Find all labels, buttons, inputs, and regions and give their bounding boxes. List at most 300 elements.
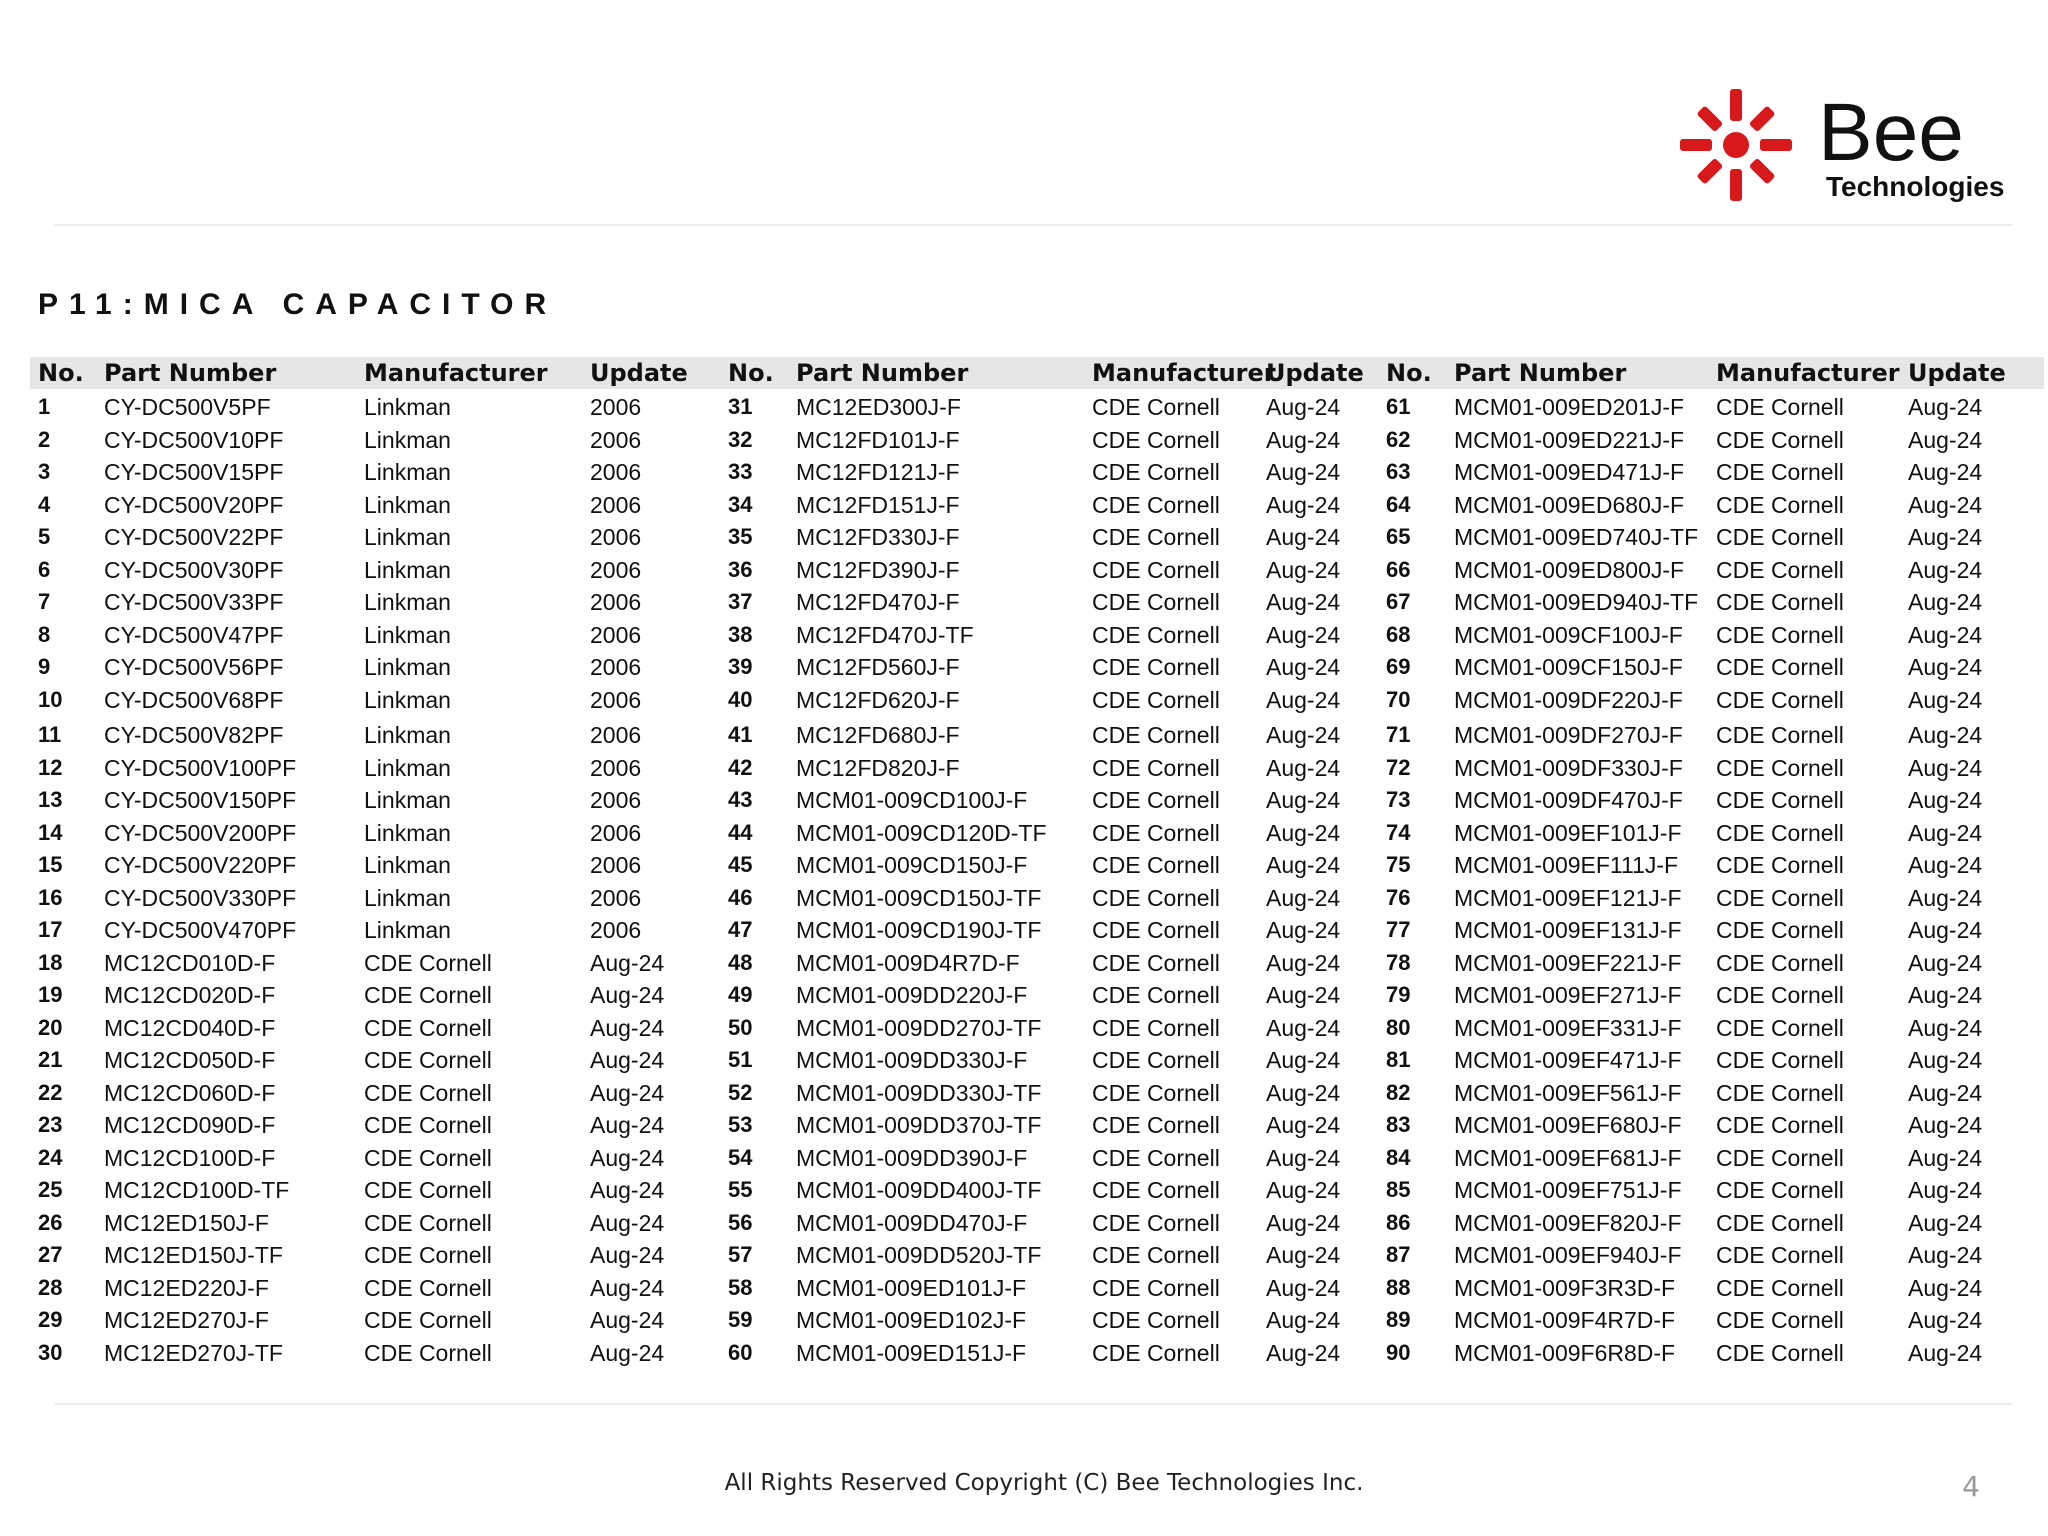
part-number: MC12CD010D-F (104, 949, 276, 976)
manufacturer: Linkman (364, 787, 451, 813)
row-number: 49 (728, 982, 753, 1007)
update-date: 2006 (590, 426, 642, 453)
update-date: Aug-24 (1908, 654, 1983, 680)
row-number: 1 (38, 394, 51, 419)
part-number: MCM01-009ED201J-F (1454, 394, 1685, 420)
update-date: Aug-24 (590, 1014, 665, 1041)
part-number: MC12FD560J-F (796, 654, 960, 680)
manufacturer: CDE Cornell (1092, 819, 1220, 846)
manufacturer: CDE Cornell (1092, 491, 1220, 518)
manufacturer: CDE Cornell (364, 1274, 492, 1301)
update-date: 2006 (590, 722, 642, 748)
update-date: Aug-24 (1908, 1177, 1983, 1203)
update-date: Aug-24 (1266, 852, 1341, 878)
manufacturer: Linkman (364, 556, 451, 583)
update-date: Aug-24 (590, 1079, 665, 1106)
row-number: 81 (1386, 1047, 1411, 1072)
manufacturer: CDE Cornell (1716, 722, 1844, 748)
manufacturer: CDE Cornell (1092, 917, 1220, 943)
row-number: 4 (38, 491, 51, 517)
row-number: 3 (38, 459, 51, 484)
part-number: MCM01-009EF680J-F (1454, 1112, 1682, 1138)
part-number: MCM01-009ED680J-F (1454, 491, 1685, 518)
manufacturer: CDE Cornell (1716, 1144, 1844, 1171)
update-date: Aug-24 (590, 982, 665, 1008)
manufacturer: CDE Cornell (364, 1177, 492, 1203)
part-number: MCM01-009EF221J-F (1454, 949, 1682, 976)
row-number: 24 (38, 1144, 63, 1170)
part-number: MC12CD090D-F (104, 1112, 276, 1138)
manufacturer: CDE Cornell (1716, 524, 1844, 550)
update-date: Aug-24 (1266, 787, 1341, 813)
manufacturer: CDE Cornell (1092, 1307, 1220, 1333)
manufacturer: CDE Cornell (1716, 1339, 1844, 1366)
update-date: Aug-24 (1908, 787, 1983, 813)
update-date: Aug-24 (1908, 982, 1983, 1008)
row-number: 30 (38, 1339, 63, 1365)
part-number: MC12CD040D-F (104, 1014, 276, 1041)
header-no: No. (728, 359, 774, 387)
part-number: MCM01-009CD150J-TF (796, 884, 1042, 911)
update-date: 2006 (590, 787, 642, 813)
update-date: Aug-24 (1908, 754, 1983, 781)
update-date: Aug-24 (1908, 1209, 1983, 1236)
manufacturer: CDE Cornell (1092, 1079, 1220, 1106)
update-date: Aug-24 (1266, 1307, 1341, 1333)
update-date: Aug-24 (1908, 852, 1983, 878)
part-number: MCM01-009CD150J-F (796, 852, 1028, 878)
manufacturer: CDE Cornell (364, 982, 492, 1008)
update-date: Aug-24 (590, 1242, 665, 1268)
part-number: MCM01-009F3R3D-F (1454, 1274, 1676, 1301)
manufacturer: Linkman (364, 621, 451, 648)
row-number: 86 (1386, 1209, 1411, 1235)
update-date: Aug-24 (1908, 589, 1983, 615)
part-number: CY-DC500V200PF (104, 819, 297, 846)
manufacturer: CDE Cornell (1092, 426, 1220, 453)
update-date: Aug-24 (1266, 1339, 1341, 1366)
part-number: CY-DC500V20PF (104, 491, 284, 518)
manufacturer: CDE Cornell (1092, 621, 1220, 648)
update-date: Aug-24 (1908, 917, 1983, 943)
update-date: Aug-24 (1266, 722, 1341, 748)
bee-technologies-logo (1668, 80, 2028, 210)
header-part-number: Part Number (796, 359, 969, 387)
row-number: 42 (728, 754, 753, 780)
manufacturer: CDE Cornell (1092, 754, 1220, 781)
update-date: Aug-24 (1266, 1177, 1341, 1203)
row-number: 13 (38, 787, 63, 812)
row-number: 7 (38, 589, 51, 614)
row-number: 55 (728, 1177, 753, 1202)
update-date: 2006 (590, 459, 642, 485)
manufacturer: CDE Cornell (1092, 1047, 1220, 1073)
row-number: 44 (728, 819, 753, 845)
manufacturer: CDE Cornell (364, 1047, 492, 1073)
row-number: 23 (38, 1112, 63, 1137)
header-manufacturer: Manufacturer (1716, 359, 1900, 387)
part-number: CY-DC500V10PF (104, 426, 284, 453)
part-number: MCM01-009DD390J-F (796, 1144, 1028, 1171)
row-number: 64 (1386, 491, 1411, 517)
part-number: MC12ED270J-TF (104, 1339, 283, 1366)
update-date: Aug-24 (1908, 1014, 1983, 1041)
row-number: 2 (38, 426, 51, 452)
logo-word: Bee (1818, 87, 1964, 178)
update-date: Aug-24 (1266, 556, 1341, 583)
update-date: Aug-24 (590, 1047, 665, 1073)
manufacturer: CDE Cornell (1092, 524, 1220, 550)
update-date: Aug-24 (1908, 394, 1983, 420)
manufacturer: CDE Cornell (1716, 459, 1844, 485)
manufacturer: CDE Cornell (1716, 884, 1844, 911)
header-update: Update (590, 359, 688, 387)
manufacturer: CDE Cornell (1092, 1144, 1220, 1171)
row-number: 88 (1386, 1274, 1411, 1300)
update-date: Aug-24 (1266, 524, 1341, 550)
header-update: Update (1908, 359, 2006, 387)
part-number: MCM01-009DF330J-F (1454, 754, 1683, 781)
part-number: MC12FD151J-F (796, 491, 960, 518)
part-number: MCM01-009ED800J-F (1454, 556, 1685, 583)
row-number: 47 (728, 917, 753, 942)
part-number: MC12FD620J-F (796, 686, 960, 713)
update-date: Aug-24 (1908, 1274, 1983, 1301)
part-number: CY-DC500V30PF (104, 556, 284, 583)
part-number: CY-DC500V47PF (104, 621, 284, 648)
update-date: Aug-24 (590, 1177, 665, 1203)
update-date: Aug-24 (1266, 1112, 1341, 1138)
update-date: 2006 (590, 654, 642, 680)
update-date: 2006 (590, 852, 642, 878)
manufacturer: CDE Cornell (1092, 654, 1220, 680)
manufacturer: CDE Cornell (364, 1339, 492, 1366)
row-number: 90 (1386, 1339, 1411, 1365)
row-number: 32 (728, 426, 753, 452)
part-number: MC12ED150J-TF (104, 1242, 283, 1268)
manufacturer: CDE Cornell (364, 1079, 492, 1106)
update-date: Aug-24 (1908, 1307, 1983, 1333)
manufacturer: CDE Cornell (1716, 426, 1844, 453)
manufacturer: CDE Cornell (1092, 686, 1220, 713)
row-number: 61 (1386, 394, 1411, 419)
part-number: CY-DC500V330PF (104, 884, 297, 911)
part-number: MCM01-009ED740J-TF (1454, 524, 1699, 550)
part-number: MC12CD020D-F (104, 982, 276, 1008)
row-number: 15 (38, 852, 63, 877)
update-date: Aug-24 (1266, 426, 1341, 453)
part-number: MCM01-009ED151J-F (796, 1339, 1027, 1366)
row-number: 69 (1386, 654, 1411, 679)
manufacturer: CDE Cornell (1716, 491, 1844, 518)
update-date: Aug-24 (1908, 426, 1983, 453)
manufacturer: CDE Cornell (364, 1307, 492, 1333)
part-number: MC12ED270J-F (104, 1307, 269, 1333)
part-number: MC12FD101J-F (796, 426, 960, 453)
update-date: Aug-24 (1908, 1112, 1983, 1138)
update-date: Aug-24 (1266, 686, 1341, 713)
row-number: 62 (1386, 426, 1411, 452)
manufacturer: CDE Cornell (1092, 1242, 1220, 1268)
row-number: 43 (728, 787, 753, 812)
manufacturer: CDE Cornell (1092, 1177, 1220, 1203)
update-date: Aug-24 (1266, 949, 1341, 976)
manufacturer: CDE Cornell (1092, 1014, 1220, 1041)
row-number: 48 (728, 949, 753, 975)
manufacturer: CDE Cornell (364, 1209, 492, 1236)
manufacturer: CDE Cornell (1092, 852, 1220, 878)
part-number: MCM01-009F6R8D-F (1454, 1339, 1676, 1366)
manufacturer: CDE Cornell (1716, 787, 1844, 813)
part-number: MCM01-009DD220J-F (796, 982, 1028, 1008)
update-date: Aug-24 (1908, 524, 1983, 550)
part-number: MCM01-009DF220J-F (1454, 686, 1683, 713)
part-number: CY-DC500V150PF (104, 787, 297, 813)
part-number: MC12CD100D-F (104, 1144, 276, 1171)
part-number: CY-DC500V100PF (104, 754, 297, 781)
update-date: Aug-24 (1266, 917, 1341, 943)
manufacturer: Linkman (364, 819, 451, 846)
part-number: MCM01-009DD370J-TF (796, 1112, 1042, 1138)
row-number: 56 (728, 1209, 753, 1235)
manufacturer: CDE Cornell (1716, 1242, 1844, 1268)
part-number: MCM01-009EF940J-F (1454, 1242, 1682, 1268)
row-number: 33 (728, 459, 753, 484)
row-number: 53 (728, 1112, 753, 1137)
manufacturer: CDE Cornell (1092, 394, 1220, 420)
manufacturer: CDE Cornell (364, 1112, 492, 1138)
manufacturer: CDE Cornell (1716, 819, 1844, 846)
part-number: CY-DC500V22PF (104, 524, 284, 550)
row-number: 27 (38, 1242, 63, 1267)
update-date: Aug-24 (1266, 459, 1341, 485)
update-date: Aug-24 (1908, 459, 1983, 485)
part-number: CY-DC500V470PF (104, 917, 297, 943)
row-number: 58 (728, 1274, 753, 1300)
update-date: Aug-24 (1266, 1014, 1341, 1041)
update-date: Aug-24 (1908, 621, 1983, 648)
part-number: MCM01-009F4R7D-F (1454, 1307, 1676, 1333)
row-number: 83 (1386, 1112, 1411, 1137)
manufacturer: CDE Cornell (1092, 949, 1220, 976)
update-date: Aug-24 (590, 1307, 665, 1333)
manufacturer: CDE Cornell (1092, 589, 1220, 615)
manufacturer: Linkman (364, 524, 451, 550)
update-date: 2006 (590, 884, 642, 911)
update-date: 2006 (590, 556, 642, 583)
manufacturer: CDE Cornell (1716, 1079, 1844, 1106)
part-number: MCM01-009EF271J-F (1454, 982, 1682, 1008)
part-number: MCM01-009DF270J-F (1454, 722, 1683, 748)
page-number: 4 (1962, 1470, 1980, 1503)
row-number: 79 (1386, 982, 1411, 1007)
manufacturer: Linkman (364, 852, 451, 878)
part-number: MCM01-009CD100J-F (796, 787, 1028, 813)
update-date: 2006 (590, 819, 642, 846)
update-date: Aug-24 (1266, 654, 1341, 680)
part-number: MCM01-009EF471J-F (1454, 1047, 1682, 1073)
logo-core-icon (1723, 132, 1749, 158)
header-no: No. (1386, 359, 1432, 387)
bee-logo-mark (1668, 80, 2028, 210)
part-number: MCM01-009EF111J-F (1454, 852, 1679, 878)
update-date: Aug-24 (1908, 1339, 1983, 1366)
row-number: 57 (728, 1242, 753, 1267)
update-date: Aug-24 (1908, 884, 1983, 911)
row-number: 28 (38, 1274, 63, 1300)
page-title: P11:MICA CAPACITOR (38, 288, 558, 321)
manufacturer: Linkman (364, 686, 451, 713)
manufacturer: Linkman (364, 459, 451, 485)
row-number: 6 (38, 556, 51, 582)
bottom-divider (54, 1403, 2012, 1405)
part-number: MCM01-009ED471J-F (1454, 459, 1685, 485)
row-number: 35 (728, 524, 753, 549)
part-number: MCM01-009DF470J-F (1454, 787, 1683, 813)
update-date: Aug-24 (1266, 1274, 1341, 1301)
manufacturer: CDE Cornell (1716, 1209, 1844, 1236)
row-number: 10 (38, 686, 63, 712)
row-number: 11 (38, 722, 62, 747)
update-date: 2006 (590, 754, 642, 781)
part-number: MCM01-009DD520J-TF (796, 1242, 1042, 1268)
row-number: 25 (38, 1177, 63, 1202)
row-number: 87 (1386, 1242, 1411, 1267)
part-number: MCM01-009ED221J-F (1454, 426, 1685, 453)
update-date: Aug-24 (1266, 1047, 1341, 1073)
update-date: Aug-24 (1266, 884, 1341, 911)
update-date: 2006 (590, 394, 642, 420)
manufacturer: CDE Cornell (364, 949, 492, 976)
update-date: 2006 (590, 917, 642, 943)
update-date: Aug-24 (1266, 1242, 1341, 1268)
part-number: MC12FD820J-F (796, 754, 960, 781)
update-date: Aug-24 (1266, 754, 1341, 781)
row-number: 22 (38, 1079, 63, 1105)
row-number: 45 (728, 852, 753, 877)
row-number: 46 (728, 884, 753, 910)
update-date: Aug-24 (590, 1339, 665, 1366)
update-date: Aug-24 (1908, 1144, 1983, 1171)
part-number: MC12FD121J-F (796, 459, 960, 485)
row-number: 12 (38, 754, 63, 780)
row-number: 41 (728, 722, 753, 747)
update-date: Aug-24 (1266, 982, 1341, 1008)
manufacturer: CDE Cornell (1716, 589, 1844, 615)
part-number: CY-DC500V56PF (104, 654, 284, 680)
row-number: 29 (38, 1307, 63, 1332)
part-number: MCM01-009EF121J-F (1454, 884, 1682, 911)
update-date: 2006 (590, 621, 642, 648)
manufacturer: CDE Cornell (1716, 556, 1844, 583)
part-number: MCM01-009ED101J-F (796, 1274, 1027, 1301)
manufacturer: CDE Cornell (1092, 1209, 1220, 1236)
manufacturer: CDE Cornell (1716, 1177, 1844, 1203)
row-number: 80 (1386, 1014, 1411, 1040)
row-number: 31 (728, 394, 753, 419)
manufacturer: CDE Cornell (1716, 949, 1844, 976)
update-date: Aug-24 (1908, 491, 1983, 518)
row-number: 39 (728, 654, 753, 679)
row-number: 9 (38, 654, 51, 679)
row-number: 82 (1386, 1079, 1411, 1105)
row-number: 89 (1386, 1307, 1411, 1332)
row-number: 76 (1386, 884, 1411, 910)
update-date: Aug-24 (1266, 589, 1341, 615)
row-number: 38 (728, 621, 753, 647)
manufacturer: CDE Cornell (1092, 982, 1220, 1008)
manufacturer: CDE Cornell (1716, 917, 1844, 943)
manufacturer: CDE Cornell (1716, 1112, 1844, 1138)
manufacturer: CDE Cornell (364, 1014, 492, 1041)
update-date: Aug-24 (1908, 949, 1983, 976)
manufacturer: Linkman (364, 394, 451, 420)
row-number: 34 (728, 491, 753, 517)
row-number: 18 (38, 949, 63, 975)
update-date: Aug-24 (1908, 686, 1983, 713)
manufacturer: CDE Cornell (1092, 787, 1220, 813)
row-number: 65 (1386, 524, 1411, 549)
row-number: 66 (1386, 556, 1411, 582)
part-number: MCM01-009CF100J-F (1454, 621, 1683, 648)
manufacturer: CDE Cornell (1092, 556, 1220, 583)
update-date: 2006 (590, 491, 642, 518)
part-number: MCM01-009EF331J-F (1454, 1014, 1682, 1041)
part-number: MC12ED150J-F (104, 1209, 269, 1236)
logo-subtitle: Technologies (1826, 171, 2005, 202)
row-number: 84 (1386, 1144, 1411, 1170)
row-number: 60 (728, 1339, 753, 1365)
manufacturer: CDE Cornell (1092, 884, 1220, 911)
row-number: 8 (38, 621, 51, 647)
row-number: 59 (728, 1307, 753, 1332)
part-number: MC12CD060D-F (104, 1079, 276, 1106)
row-number: 78 (1386, 949, 1411, 975)
update-date: Aug-24 (1908, 1079, 1983, 1106)
manufacturer: CDE Cornell (1092, 1339, 1220, 1366)
manufacturer: CDE Cornell (1092, 1274, 1220, 1301)
row-number: 20 (38, 1014, 63, 1040)
row-number: 51 (728, 1047, 753, 1072)
part-number: MCM01-009CD190J-TF (796, 917, 1042, 943)
part-number: MCM01-009EF820J-F (1454, 1209, 1682, 1236)
row-number: 50 (728, 1014, 753, 1040)
part-number: MCM01-009EF751J-F (1454, 1177, 1682, 1203)
manufacturer: Linkman (364, 589, 451, 615)
row-number: 75 (1386, 852, 1411, 877)
update-date: Aug-24 (1908, 722, 1983, 748)
part-number: CY-DC500V68PF (104, 686, 284, 713)
part-number: CY-DC500V15PF (104, 459, 284, 485)
row-number: 19 (38, 982, 63, 1007)
manufacturer: Linkman (364, 722, 451, 748)
part-number: MCM01-009EF131J-F (1454, 917, 1682, 943)
update-date: Aug-24 (1266, 621, 1341, 648)
update-date: Aug-24 (590, 949, 665, 976)
update-date: 2006 (590, 524, 642, 550)
update-date: Aug-24 (590, 1112, 665, 1138)
row-number: 63 (1386, 459, 1411, 484)
row-number: 5 (38, 524, 51, 549)
row-number: 54 (728, 1144, 753, 1170)
update-date: Aug-24 (1266, 1209, 1341, 1236)
header-manufacturer: Manufacturer (1092, 359, 1276, 387)
part-number: MC12ED220J-F (104, 1274, 269, 1301)
row-number: 67 (1386, 589, 1411, 614)
part-number: MCM01-009EF561J-F (1454, 1079, 1682, 1106)
part-number: CY-DC500V220PF (104, 852, 297, 878)
part-number: MC12CD050D-F (104, 1047, 276, 1073)
